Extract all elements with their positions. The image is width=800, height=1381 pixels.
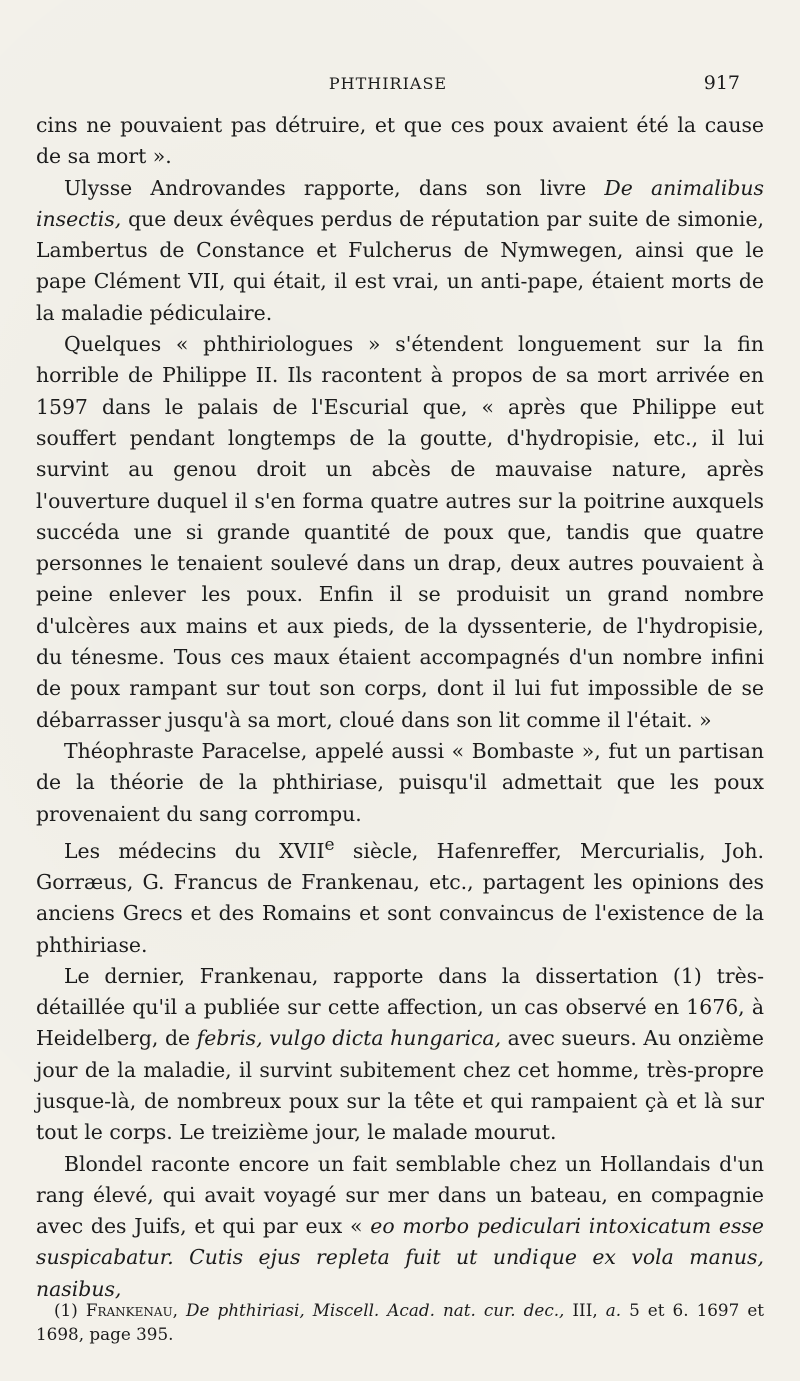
footnote-author: Frankenau, — [85, 1300, 179, 1320]
footnote-text-italic: a. — [605, 1300, 622, 1320]
paragraph-5-text-a: Les médecins du — [64, 838, 280, 863]
century-numeral: XVII — [279, 838, 325, 863]
paragraph-5-text-b: siècle, Hafenreffer, Mercurialis, Joh. Gorræus, G. Francus de Frankenau, etc., partagent les opinions des anciens Grecs et des Romains et sont convaincus de l'existence de la phthiriase. — [36, 838, 764, 957]
century-superscript: e — [324, 834, 335, 855]
paragraph-2 — [36, 173, 764, 329]
book-title-de-animalibus: De animalibus insectis, — [36, 175, 764, 231]
main-text — [36, 110, 764, 1305]
paragraph-4: Théophraste Paracelse, appelé aussi « Bombaste », fut un partisan de la théorie de la phthiriase, puisqu'il admettait que les poux provenaient du sang corrompu. — [36, 738, 764, 826]
page-header — [36, 70, 740, 100]
paragraph-1: cins ne pouvaient pas détruire, et que ces poux avaient été la cause de sa mort ». — [36, 113, 764, 169]
running-head: PHTHIRIASE — [328, 74, 448, 93]
footnote-text-b: 5 et 6. 1697 et 1698, page 395. — [36, 1300, 765, 1344]
paragraph-7 — [36, 1149, 764, 1305]
footnote-marker: (1) — [54, 1300, 86, 1320]
latin-quotation: eo morbo pediculari intoxicatum esse suspicabatur. Cutis ejus repleta fuit ut undique ex vola manus, nasibus, — [36, 1214, 764, 1301]
paragraph-6-text-b: avec sueurs. Au onzième jour de la maladie, il survint subitement chez cet homme, très-propre jusque-là, de nombreux poux sur la tête et qui rampaient çà et là sur tout le corps. Le treizième jour, le malade mourut. — [36, 1026, 764, 1145]
paragraph-2-text-b: que deux évêques perdus de réputation par suite de simonie, Lambertus de Constance et Fulcherus de Nymwegen, ainsi que le pape Clément VII, qui était, il est vrai, un anti-pape, étaient morts de la maladie pédiculaire. — [36, 206, 764, 325]
paragraph-5 — [36, 830, 764, 961]
paragraph-6-text-a: Le dernier, Frankenau, rapporte dans la dissertation (1) très-détaillée qu'il a publiée sur cette affection, un cas observé en 1676, à Heidelberg, de — [36, 963, 764, 1051]
footnote-title: De phthiriasi, Miscell. Acad. nat. cur. dec., — [178, 1300, 565, 1320]
paragraph-3: Quelques « phthiriologues » s'étendent longuement sur la fin horrible de Philippe II. Ils racontent à propos de sa mort arrivée en 1597 dans le palais de l'Escurial que, « après que Philippe eut souffert pendant longtemps de la goutte, d'hydropisie, etc., il lui survint au genou droit un abcès de mauvaise nature, après l'ouverture duquel il s'en forma quatre autres sur la poitrine auxquels succéda une si grande quantité de poux que, tandis que quatre personnes le tenaient soulevé dans un drap, deux autres pouvaient à peine enlever les poux. Enfin il se produisit un grand nombre d'ulcères aux mains et aux pieds, de la dyssenterie, de l'hydropisie, du ténesme. Tous ces maux étaient accompagnés d'un nombre infini de poux rampant sur tout son corps, dont il lui fut impossible de se débarrasser jusqu'à sa mort, cloué dans son lit comme il l'était. » — [36, 332, 764, 732]
paragraph-2-text-a: Ulysse Androvandes rapporte, dans son livre — [64, 175, 605, 200]
footnote-text-a: III, — [564, 1300, 606, 1320]
page-number: 917 — [703, 72, 740, 94]
paragraph-6 — [36, 961, 764, 1149]
footnote-1 — [36, 1298, 764, 1346]
latin-febris: febris, vulgo dicta hungarica, — [196, 1026, 502, 1051]
footnotes — [36, 1298, 764, 1346]
paragraph-7-text-a: Blondel raconte encore un fait semblable chez un Hollandais d'un rang élevé, qui avait voyagé sur mer dans un bateau, en compagnie avec des Juifs, et qui par eux « — [36, 1151, 764, 1239]
